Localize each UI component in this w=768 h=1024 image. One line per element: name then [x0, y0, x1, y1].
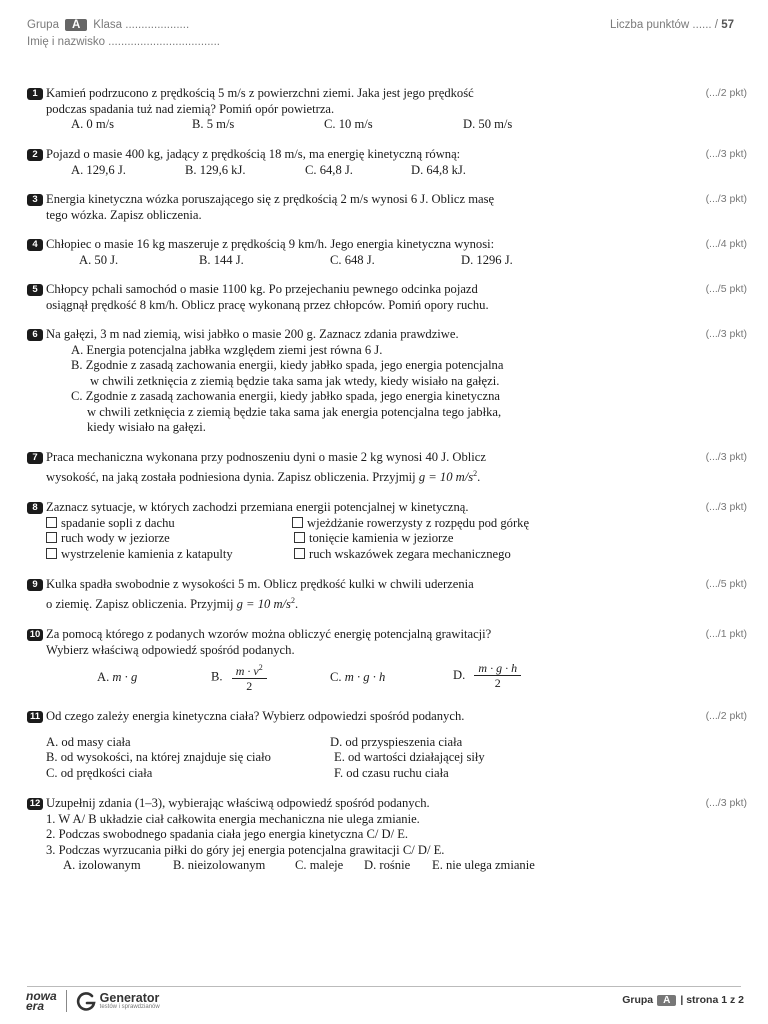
question-text: Chłopiec o masie 16 kg maszeruje z prędkością 9 km/h. Jego energia kinetyczna wynosi: [46, 237, 495, 251]
question-text: tego wózka. Zapisz obliczenia. [46, 207, 202, 222]
generator-g-icon [76, 991, 96, 1011]
footer-group-badge: A [657, 995, 676, 1006]
option-formula: m · g [112, 670, 138, 684]
question-number: 3 [27, 194, 43, 206]
question-text: Kulka spadła swobodnie z wysokości 5 m. Oblicz prędkość kulki w chwili uderzenia [46, 577, 474, 591]
checkbox-label: tonięcie kamienia w jeziorze [309, 531, 454, 545]
question-points: (.../3 pkt) [705, 451, 747, 463]
sentence-2: 2. Podczas swobodnego spadania ciała jego energia kinetyczna C/ D/ E. [46, 827, 409, 841]
question-text: Kamień podrzucono z prędkością 5 m/s z powierzchni ziemi. Jaka jest jego prędkość [46, 86, 474, 100]
statement-c-cont: w chwili zetknięcia z ziemią będzie taka sama jak energia potencjalna tego jabłka, [87, 404, 502, 419]
question-text: Zaznacz sytuacje, w których zachodzi przemiana energii potencjalnej w kinetyczną. [46, 500, 469, 514]
option-c[interactable]: C. 10 m/s [324, 117, 373, 131]
generator-title: Generator [99, 990, 160, 1005]
page-number: | strona 1 z 2 [680, 994, 744, 1006]
question-text: Uzupełnij zdania (1–3), wybierając właściwą odpowiedź spośród podanych. [46, 796, 430, 810]
points-total-line [610, 19, 734, 31]
checkbox[interactable] [46, 532, 57, 543]
question-9 [27, 577, 747, 612]
answer-option[interactable]: A. izolowanym [63, 858, 141, 872]
option-a[interactable]: A. 50 J. [79, 252, 119, 267]
fraction-numerator: m · g · h [474, 661, 521, 676]
fraction [232, 661, 267, 693]
answer-option[interactable]: D. rośnie [364, 858, 411, 872]
question-points: (.../2 pkt) [705, 710, 747, 722]
option-letter: A. [97, 670, 110, 684]
checkbox[interactable] [294, 548, 305, 559]
checkbox-label: wystrzelenie kamienia z katapulty [61, 546, 233, 561]
option-a[interactable] [97, 670, 137, 686]
question-5 [27, 282, 747, 313]
question-number: 7 [27, 452, 43, 464]
question-text: o ziemię. Zapisz obliczenia. Przyjmij [46, 596, 234, 611]
generator-subtitle: testów i sprawdzianów [99, 1003, 160, 1010]
statement-b[interactable]: B. Zgodnie z zasadą zachowania energii, kiedy jabłko spada, jego energia potencjalna [71, 358, 504, 372]
option-c[interactable]: C. 648 J. [330, 252, 375, 267]
checkbox[interactable] [46, 517, 57, 528]
question-text: Za pomocą którego z podanych wzorów można obliczyć energię potencjalną grawitacji? [46, 627, 492, 641]
option-c[interactable]: C. 64,8 J. [305, 162, 353, 177]
answer-item[interactable]: E. od wartości działającej siły [334, 750, 485, 764]
option-letter: D. [453, 667, 466, 682]
question-points: (.../3 pkt) [705, 501, 747, 513]
question-number: 9 [27, 579, 43, 591]
question-number: 8 [27, 502, 43, 514]
name-line: Imię i nazwisko ................................... [27, 36, 220, 48]
logo-word: era [26, 999, 45, 1013]
question-text: osiągnął prędkość 8 km/h. Oblicz pracę wykonaną przez chłopców. Pomiń opory ruchu. [46, 297, 489, 312]
checkbox[interactable] [292, 517, 303, 528]
checkbox-item[interactable] [294, 531, 453, 547]
question-points: (.../3 pkt) [705, 193, 747, 205]
question-2 [27, 147, 747, 178]
footer-group-label: Grupa [622, 994, 654, 1006]
question-points: (.../5 pkt) [705, 283, 747, 295]
option-d[interactable]: D. 50 m/s [463, 117, 513, 131]
question-text: Chłopcy pchali samochód o masie 1100 kg. Po przejechaniu pewnego odcinka pojazd [46, 282, 478, 296]
checkbox[interactable] [294, 532, 305, 543]
question-11 [27, 709, 747, 781]
group-badge: A [65, 19, 87, 31]
answer-option[interactable]: E. nie ulega zmianie [432, 858, 535, 872]
statement-c-cont: kiedy wisiało na gałęzi. [87, 420, 206, 434]
question-text: Pojazd o masie 400 kg, jadący z prędkością 18 m/s, ma energię kinetyczną równą: [46, 147, 461, 161]
checkbox-label: wjeżdżanie rowerzysty z rozpędu pod górkę [307, 515, 530, 530]
question-8 [27, 500, 747, 562]
fraction-numerator [232, 661, 267, 679]
logo-word: nowa [26, 989, 57, 1003]
answer-item[interactable]: F. od czasu ruchu ciała [334, 765, 449, 780]
question-text: Wybierz właściwą odpowiedź spośród podanych. [46, 642, 295, 657]
question-number: 1 [27, 88, 43, 100]
statement-c[interactable]: C. Zgodnie z zasadą zachowania energii, kiedy jabłko spada, jego energia kinetyczna [71, 389, 500, 403]
option-d[interactable]: D. 1296 J. [461, 252, 513, 267]
checkbox-label: ruch wskazówek zegara mechanicznego [309, 546, 511, 561]
answer-option[interactable]: B. nieizolowanym [173, 858, 266, 872]
question-text: Od czego zależy energia kinetyczna ciała? Wybierz odpowiedzi spośród podanych. [46, 709, 465, 723]
question-10 [27, 627, 747, 696]
option-letter: B. [211, 669, 223, 684]
generator-logo-text [100, 992, 160, 1011]
question-text: Na gałęzi, 3 m nad ziemią, wisi jabłko o masie 200 g. Zaznacz zdania prawdziwe. [46, 327, 459, 341]
logo-divider [66, 990, 67, 1012]
fraction-denominator: 2 [494, 676, 501, 690]
question-text: wysokość, na jaką została podniesiona dynia. Zapisz obliczenia. Przyjmij [46, 469, 416, 484]
answer-bank [27, 858, 747, 874]
question-points: (.../3 pkt) [705, 328, 747, 340]
option-b[interactable] [211, 661, 267, 693]
question-points: (.../1 pkt) [705, 628, 747, 640]
points-total: 57 [721, 19, 734, 31]
question-text-line [27, 593, 747, 613]
formula-options [27, 658, 747, 696]
answer-item[interactable]: C. od prędkości ciała [46, 765, 153, 780]
checkbox-item[interactable] [46, 547, 233, 563]
question-6 [27, 327, 747, 436]
question-number: 6 [27, 329, 43, 341]
option-b[interactable]: B. 5 m/s [192, 117, 235, 131]
statement-a[interactable]: A. Energia potencjalna jabłka względem ziemi jest równa 6 J. [71, 342, 383, 357]
question-points: (.../3 pkt) [705, 797, 747, 809]
option-formula: m · g · h [344, 670, 386, 684]
class-label: Klasa .................... [93, 19, 190, 31]
option-c[interactable] [330, 670, 385, 686]
answer-options [27, 253, 747, 269]
answer-option[interactable]: C. maleje [295, 858, 344, 872]
checkbox-item[interactable] [46, 516, 175, 532]
question-number: 11 [27, 711, 43, 723]
question-text: podczas spadania tuż nad ziemią? Pomiń opór powietrza. [46, 101, 335, 116]
question-number: 5 [27, 284, 43, 296]
question-points: (.../4 pkt) [705, 238, 747, 250]
nowa-era-logo [26, 991, 57, 1011]
question-7 [27, 450, 747, 485]
question-number: 2 [27, 149, 43, 161]
group-label: Grupa [27, 19, 59, 31]
question-number: 4 [27, 239, 43, 251]
fraction [474, 661, 521, 690]
statement-b-cont: w chwili zetknięcia z ziemią będzie taka sama jak wtedy, kiedy wisiało na gałęzi. [90, 373, 500, 388]
question-points: (.../5 pkt) [705, 578, 747, 590]
sentence-1: 1. W A/ B układzie ciał całkowita energia mechaniczna nie ulega zmianie. [46, 811, 420, 826]
sentence-3: 3. Podczas wyrzucania piłki do góry jej energia potencjalna grawitacji C/ D/ E. [46, 842, 445, 857]
formula-tail: . [294, 596, 299, 611]
option-a[interactable]: A. 129,6 J. [71, 162, 126, 177]
formula: g = 10 m/s [418, 469, 474, 484]
option-letter: C. [330, 670, 342, 684]
checkbox-item[interactable] [292, 516, 529, 532]
answer-item[interactable]: B. od wysokości, na której znajduje się ciało [46, 750, 271, 764]
question-text: Energia kinetyczna wózka poruszającego się z prędkością 2 m/s wynosi 6 J. Oblicz masę [46, 192, 495, 206]
checkbox-item[interactable] [294, 547, 511, 563]
answer-item[interactable]: D. od przyspieszenia ciała [330, 734, 463, 749]
question-3 [27, 192, 747, 223]
question-12 [27, 796, 747, 874]
answer-item[interactable]: A. od masy ciała [46, 734, 131, 749]
checkbox-label: spadanie sopli z dachu [61, 515, 175, 530]
option-a[interactable]: A. 0 m/s [71, 117, 115, 131]
numerator-sup: 2 [258, 663, 263, 672]
checkbox-item[interactable] [46, 531, 170, 547]
formula-sup: 2 [473, 468, 478, 478]
page-indicator [622, 994, 744, 1006]
option-d[interactable] [453, 661, 521, 690]
answer-options [27, 117, 747, 133]
points-label: Liczba punktów ...... / [609, 19, 718, 31]
answer-options [27, 163, 747, 179]
footer-divider [27, 986, 741, 987]
question-number: 12 [27, 798, 43, 810]
question-1 [27, 86, 747, 133]
option-b[interactable]: B. 129,6 kJ. [185, 162, 246, 177]
question-points: (.../2 pkt) [705, 87, 747, 99]
question-4 [27, 237, 747, 268]
question-number: 10 [27, 629, 43, 641]
formula: g = 10 m/s [236, 596, 291, 611]
formula-sup: 2 [290, 595, 295, 605]
question-text-line [27, 466, 747, 486]
numerator-text: m · v [235, 664, 259, 678]
option-b[interactable]: B. 144 J. [199, 252, 244, 267]
question-points: (.../3 pkt) [705, 148, 747, 160]
question-text: Praca mechaniczna wykonana przy podnoszeniu dyni o masie 2 kg wynosi 40 J. Oblicz [46, 450, 486, 464]
checkbox[interactable] [46, 548, 57, 559]
checkbox-label: ruch wody w jeziorze [61, 531, 170, 545]
group-class-line [27, 19, 189, 31]
formula-tail: . [477, 469, 481, 484]
publisher-logo [26, 990, 160, 1012]
option-d[interactable]: D. 64,8 kJ. [411, 162, 466, 177]
fraction-denominator: 2 [246, 679, 253, 693]
